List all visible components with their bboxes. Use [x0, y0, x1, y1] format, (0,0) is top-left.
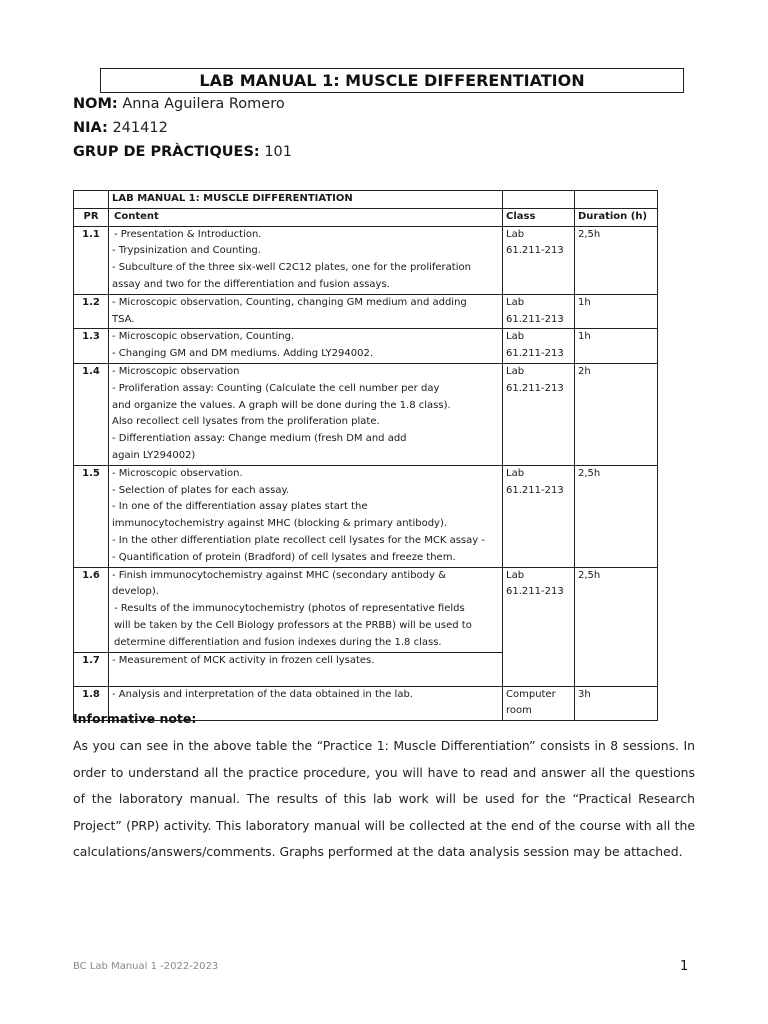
- content-line: - Subculture of the three six-well C2C12 plates, one for the proliferation: [112, 262, 471, 274]
- pr-cell: 1.1: [74, 226, 109, 294]
- grup-value: 101: [264, 144, 292, 160]
- pr-cell: 1.8: [74, 686, 109, 721]
- content-line: immunocytochemistry against MHC (blocking & primary antibody).: [112, 518, 448, 530]
- nom-value: Anna Aguilera Romero: [122, 96, 285, 112]
- table-row: [74, 294, 658, 329]
- document-title: LAB MANUAL 1: MUSCLE DIFFERENTIATION: [100, 68, 684, 93]
- pr-cell: 1.7: [74, 652, 109, 686]
- table-title-spacer: [74, 191, 109, 209]
- duration-cell: 1h: [575, 294, 658, 329]
- class-line: 61.211-213: [506, 348, 564, 360]
- table-title-spacer: [503, 191, 575, 209]
- class-line: Lab: [506, 331, 525, 343]
- content-cell: [109, 329, 503, 364]
- footer-course: BC Lab Manual 1 -2022-2023: [73, 961, 219, 972]
- content-line: - In the other differentiation plate recollect cell lysates for the MCK assay -: [112, 534, 485, 546]
- content-line: will be taken by the Cell Biology professors at the PRBB) will be used to: [114, 619, 472, 631]
- content-line: - Analysis and interpretation of the data obtained in the lab.: [112, 688, 413, 700]
- content-line: - Microscopic observation, Counting.: [112, 331, 295, 343]
- content-line: - Microscopic observation: [112, 365, 240, 377]
- nom-label: NOM:: [73, 96, 118, 112]
- content-cell: [109, 294, 503, 329]
- table-row: [74, 567, 658, 652]
- content-cell: [109, 567, 503, 652]
- table-title-row: [74, 191, 658, 209]
- grup-line: [73, 144, 292, 160]
- content-line: - Microscopic observation.: [112, 467, 243, 479]
- table-row: [74, 363, 658, 465]
- grup-label: GRUP DE PRÀCTIQUES:: [73, 144, 260, 160]
- pr-cell: 1.2: [74, 294, 109, 329]
- content-line: assay and two for the differentiation and fusion assays.: [112, 278, 390, 290]
- col-header-content-label: Content: [114, 210, 159, 222]
- content-line: - In one of the differentiation assay plates start the: [112, 501, 368, 513]
- content-line: - Measurement of MCK activity in frozen cell lysates.: [112, 654, 375, 666]
- class-line: 61.211-213: [506, 586, 564, 598]
- content-line: - Presentation & Introduction.: [114, 228, 262, 240]
- content-line: develop).: [112, 586, 159, 598]
- col-header-duration: Duration (h): [575, 208, 658, 226]
- table-title-spacer: [575, 191, 658, 209]
- content-cell: [109, 226, 503, 294]
- nia-value: 241412: [112, 120, 168, 136]
- table-title: LAB MANUAL 1: MUSCLE DIFFERENTIATION: [109, 191, 503, 209]
- class-cell: [503, 329, 575, 364]
- col-header-pr: PR: [74, 208, 109, 226]
- class-line: Lab: [506, 228, 525, 240]
- content-line: - Selection of plates for each assay.: [112, 484, 290, 496]
- class-cell: [503, 363, 575, 465]
- content-line: again LY294002): [112, 449, 196, 461]
- content-line: - Changing GM and DM mediums. Adding LY294002.: [112, 348, 373, 360]
- content-cell: [109, 652, 503, 686]
- class-cell: [503, 226, 575, 294]
- content-line: determine differentiation and fusion indexes during the 1.8 class.: [114, 636, 442, 648]
- pr-cell: 1.3: [74, 329, 109, 364]
- class-line: Lab: [506, 365, 525, 377]
- col-header-class: Class: [503, 208, 575, 226]
- duration-cell: 2h: [575, 363, 658, 465]
- nom-line: [73, 96, 285, 112]
- note-body: As you can see in the above table the “Practice 1: Muscle Differentiation” consists in 8 sessions. In order to understand all the practice procedure, you will have to read and answer all the questions of the laboratory manual. The results of this lab work will be used for the “Practical Research Project” (PRP) activity. This laboratory manual will be collected at the end of the course with all the calculations/answers/comments. Graphs performed at the data analysis session may be attached.: [73, 738, 695, 860]
- content-line: - Finish immunocytochemistry against MHC (secondary antibody &: [112, 569, 446, 581]
- content-line: and organize the values. A graph will be done during the 1.8 class).: [112, 399, 451, 411]
- table-header-row: [74, 208, 658, 226]
- duration-cell: 2,5h: [575, 226, 658, 294]
- nia-label: NIA:: [73, 120, 108, 136]
- class-line: 61.211-213: [506, 313, 564, 325]
- content-line: - Microscopic observation, Counting, changing GM medium and adding: [112, 296, 467, 308]
- content-line: - Quantification of protein (Bradford) of cell lysates and freeze them.: [112, 551, 456, 563]
- note-title: Informative note:: [73, 711, 197, 726]
- content-cell: [109, 465, 503, 567]
- page-number: 1: [680, 959, 689, 974]
- class-line: Lab: [506, 467, 525, 479]
- pr-cell: 1.5: [74, 465, 109, 567]
- table-row: [74, 465, 658, 567]
- col-header-content: [109, 208, 503, 226]
- class-line: Lab: [506, 296, 525, 308]
- table-row: [74, 329, 658, 364]
- class-cell: [503, 567, 575, 686]
- pr-cell: 1.4: [74, 363, 109, 465]
- content-cell: [109, 363, 503, 465]
- schedule-table: [73, 190, 658, 721]
- content-line: - Results of the immunocytochemistry (photos of representative fields: [114, 603, 465, 615]
- class-line: 61.211-213: [506, 484, 564, 496]
- content-line: Also recollect cell lysates from the proliferation plate.: [112, 416, 380, 428]
- duration-cell: 2,5h: [575, 465, 658, 567]
- table-row: [74, 226, 658, 294]
- class-cell: [503, 294, 575, 329]
- class-cell: [503, 465, 575, 567]
- duration-cell: 2,5h: [575, 567, 658, 686]
- class-cell: [503, 686, 575, 721]
- content-line: - Proliferation assay: Counting (Calculate the cell number per day: [112, 382, 440, 394]
- class-line: Lab: [506, 569, 525, 581]
- class-line: 61.211-213: [506, 382, 564, 394]
- duration-cell: 3h: [575, 686, 658, 721]
- duration-cell: 1h: [575, 329, 658, 364]
- content-line: TSA.: [112, 313, 135, 325]
- pr-cell: 1.6: [74, 567, 109, 652]
- class-line: room: [506, 705, 532, 717]
- nia-line: [73, 120, 168, 136]
- class-line: 61.211-213: [506, 245, 564, 257]
- content-line: - Trypsinization and Counting.: [112, 245, 261, 257]
- content-line: - Differentiation assay: Change medium (fresh DM and add: [112, 433, 407, 445]
- class-line: Computer: [506, 688, 556, 700]
